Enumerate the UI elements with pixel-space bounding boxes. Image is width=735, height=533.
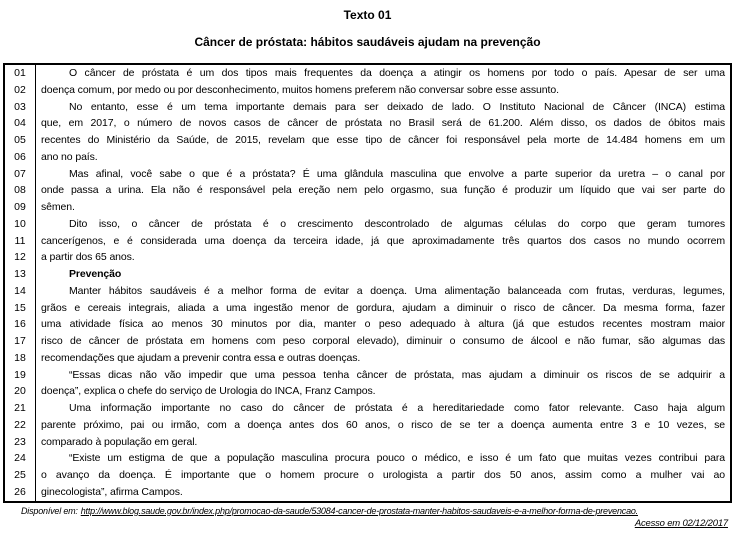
line-number: 02: [5, 82, 36, 99]
line-number: 07: [5, 166, 36, 183]
line-number: 06: [5, 149, 36, 166]
line-number: 17: [5, 333, 36, 350]
line-text: onde passa a urina. Ela não é responsável pela ereção nem pelo orgasmo, sua função é produzir um líquido que vai ser parte do: [41, 184, 725, 197]
line-number: 01: [5, 65, 36, 82]
numbered-text-table: [3, 63, 732, 503]
line-text: a partir dos 65 anos.: [41, 251, 135, 264]
table-row: [5, 99, 730, 116]
source-url-link: http://www.blog.saude.gov.br/index.php/promocao-da-saude/53084-cancer-de-prostata-manter-habitos-saudaveis-e-a-melhor-forma-de-prevencao.: [80, 505, 638, 516]
line-number: 19: [5, 367, 36, 384]
page-title: Texto 01: [343, 8, 392, 22]
line-number: 09: [5, 199, 36, 216]
line-text: Uma informação importante no caso do câncer de próstata é a hereditariedade como fator relevante. Caso haja algum: [69, 402, 725, 414]
line-number: 13: [5, 266, 36, 283]
table-row: [5, 233, 730, 250]
table-row: [5, 249, 730, 266]
table-row: [5, 350, 730, 367]
line-text: Prevenção: [69, 268, 122, 280]
table-row: [5, 283, 730, 300]
line-text: comparado à população em geral.: [41, 435, 198, 448]
source-label: Disponível em:: [21, 505, 78, 516]
line-number: 26: [5, 484, 36, 501]
table-row: [5, 166, 730, 183]
line-number: 12: [5, 249, 36, 266]
line-text: o avanço da doença. É importante que o homem procure o urologista a partir dos 50 anos, assim como a mulher vai ao: [41, 469, 725, 481]
table-row: [5, 65, 730, 82]
line-text: recomendações que ajudam a prevenir contra essa e outras doenças.: [41, 351, 361, 364]
line-text: O câncer de próstata é um dos tipos mais frequentes da doença a atingir os homens por todo o país. Apesar de ser uma: [69, 67, 725, 79]
table-row: [5, 300, 730, 317]
line-number: 08: [5, 182, 36, 199]
line-text: cancerígenos, e é considerada uma doença da terceira idade, já que aproximadamente três quartos dos casos no mundo ocorrem: [41, 234, 725, 247]
line-text: risco de câncer de próstata em homens com peso corporal elevado), diminuir o consumo de álcool e não fumar, são algumas das: [41, 335, 725, 347]
line-text: Manter hábitos saudáveis é a melhor forma de evitar a doença. Uma alimentação balanceada com frutas, verduras, legumes,: [69, 284, 725, 297]
line-number: 24: [5, 450, 36, 467]
table-row: [5, 367, 730, 384]
footer: [3, 506, 732, 529]
line-text: grãos e cereais integrais, aliada a uma ingestão menor de gordura, ajudam a diminuir o risco de câncer. Da mesma forma, fazer: [41, 301, 725, 314]
line-text: ginecologista”, afirma Campos.: [41, 485, 183, 498]
table-row: [5, 115, 730, 132]
line-number: 04: [5, 115, 36, 132]
line-number: 20: [5, 383, 36, 400]
access-date: Acesso em 02/12/2017: [634, 517, 728, 529]
table-row: [5, 400, 730, 417]
table-row: [5, 484, 730, 501]
line-number: 18: [5, 350, 36, 367]
line-text: parente próximo, pai ou irmão, com a doença antes dos 60 anos, o risco de se ter a doença aumenta entre 3 e 10 vezes, se: [41, 418, 725, 431]
line-text: Mas afinal, você sabe o que é a próstata? É uma glândula masculina que envolve a parte superior da uretra – o canal por: [69, 167, 725, 180]
line-text: recentes do Ministério da Saúde, de 2015, revelam que esse tipo de câncer foi responsável pela morte de 14.484 homens em um: [41, 134, 725, 146]
line-number: 03: [5, 99, 36, 116]
line-number: 14: [5, 283, 36, 300]
table-row: [5, 333, 730, 350]
line-text: No entanto, esse é um tema importante demais para ser deixado de lado. O Instituto Nacional de Câncer (INCA) estima: [69, 100, 725, 113]
table-row: [5, 266, 730, 283]
line-text: “Essas dicas não vão impedir que uma pessoa tenha câncer de próstata, mas ajudam a diminuir os riscos de se adquirir a: [69, 368, 725, 381]
table-row: [5, 216, 730, 233]
line-number: 10: [5, 216, 36, 233]
line-number: 23: [5, 434, 36, 451]
line-text: uma atividade física ao menos 30 minutos por dia, manter o peso adequado à altura (já que estudos recentes mostram maior: [41, 318, 725, 331]
line-text: ano no país.: [41, 150, 98, 163]
line-number: 05: [5, 132, 36, 149]
text-subtitle: Câncer de próstata: hábitos saudáveis ajudam na prevenção: [194, 35, 541, 49]
line-number: 16: [5, 316, 36, 333]
table-row: [5, 132, 730, 149]
line-number: 15: [5, 300, 36, 317]
source-line: [5, 506, 730, 516]
line-text: doença”, explica o chefe do serviço de Urologia do INCA, Franz Campos.: [41, 385, 376, 398]
line-number: 21: [5, 400, 36, 417]
line-text: sêmen.: [41, 201, 75, 213]
line-number: 11: [5, 233, 36, 250]
table-row: [5, 434, 730, 451]
line-number: 25: [5, 467, 36, 484]
table-row: [5, 149, 730, 166]
table-row: [5, 82, 730, 99]
line-text: Dito isso, o câncer de próstata é o crescimento descontrolado de algumas células do corpo que geram tumores: [69, 217, 725, 230]
line-text: que, em 2017, o número de novos casos de câncer de próstata no Brasil será de 61.200. Além disso, os dados de óbitos mais: [41, 117, 725, 130]
line-text: “Existe um estigma de que a população masculina procura pouco o médico, e isso é um fato que muitas vezes contribui para: [69, 452, 725, 465]
table-row: [5, 199, 730, 216]
table-row: [5, 450, 730, 467]
table-row: [5, 316, 730, 333]
line-text: doença comum, por medo ou por desconhecimento, muitos homens preferem não conversar sobre esse assunto.: [41, 83, 559, 96]
table-row: [5, 467, 730, 484]
table-row: [5, 182, 730, 199]
table-row: [5, 417, 730, 434]
line-number: 22: [5, 417, 36, 434]
table-row: [5, 383, 730, 400]
